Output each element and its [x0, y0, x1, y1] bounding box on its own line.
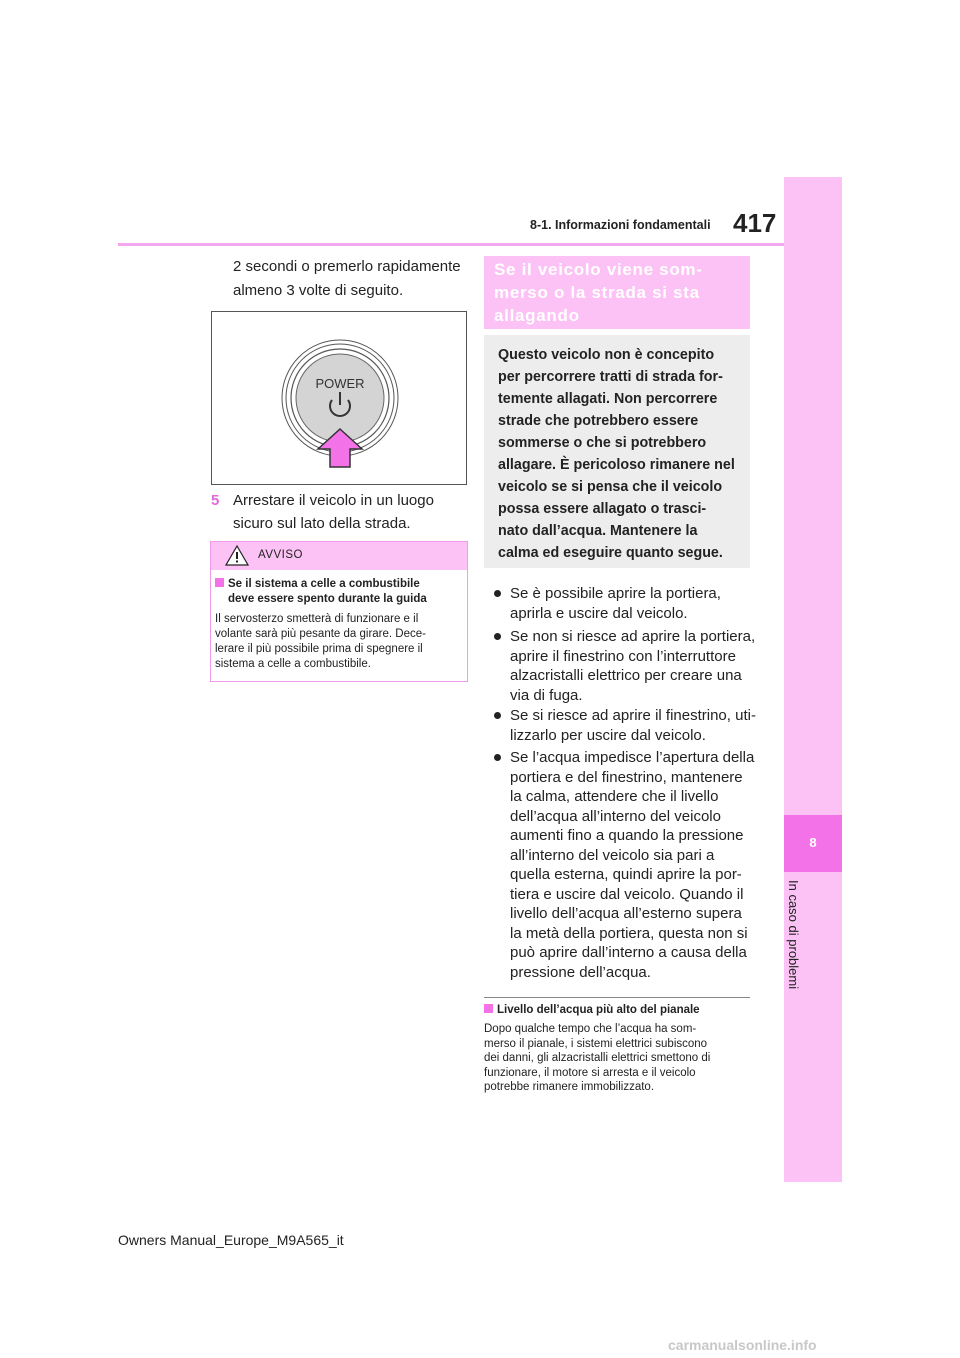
info-line: temente allagati. Non percorrere: [498, 391, 718, 407]
bullet-line: portiera e del finestrino, mantenere: [510, 768, 743, 786]
header-rule: [118, 243, 784, 246]
info-line: calma ed eseguire quanto segue.: [498, 545, 723, 561]
square-bullet-icon: [484, 1004, 493, 1013]
note-line: dei danni, gli alzacristalli elettrici smettono di: [484, 1052, 711, 1064]
power-button-figure: [211, 311, 467, 485]
section-heading-line: allagando: [494, 306, 580, 325]
bullet-line: aprirla e uscire dal veicolo.: [510, 604, 688, 622]
warning-body-line: lerare il più possibile prima di spegnere il: [215, 643, 423, 655]
note-body: [484, 1022, 754, 1095]
bullet-line: via di fuga.: [510, 686, 583, 704]
chapter-title: [786, 880, 806, 1060]
note-line: funzionare, il motore si arresta e il veicolo: [484, 1066, 696, 1079]
bullet-dot-icon: [494, 712, 501, 719]
warning-subtitle-line: Se il sistema a celle a combustibile: [228, 578, 420, 590]
warning-title: AVVISO: [258, 549, 303, 561]
watermark: carmanualsonline.info: [668, 1337, 817, 1353]
intro-line-2: almeno 3 volte di seguito.: [233, 282, 404, 299]
section-heading: [494, 258, 744, 327]
warning-header: [211, 542, 467, 570]
step-number: 5: [211, 492, 220, 509]
bullet-line: Se l’acqua impedisce l’apertura della: [510, 749, 755, 766]
bullet-line: all’interno del veicolo sia pari a: [510, 846, 715, 864]
note-title-text: Livello dell’acqua più alto del pianale: [497, 1004, 700, 1016]
bullet-line: la metà della portiera, questa non si: [510, 924, 748, 942]
info-line: nato dall’acqua. Mantenere la: [498, 523, 698, 539]
power-button-illustration: [212, 312, 466, 484]
warning-subtitle: [215, 577, 463, 607]
bullet-line: dell’acqua all’interno del veicolo: [510, 807, 721, 825]
bullet-line: Se è possibile aprire la portiera,: [510, 585, 721, 602]
info-line: veicolo se si pensa che il veicolo: [498, 479, 723, 495]
warning-body-line: volante sarà più pesante da girare. Dece-: [215, 628, 426, 640]
section-heading-line: Se il veicolo viene som-: [494, 260, 703, 279]
info-line: sommerse o che si potrebbero: [498, 435, 707, 451]
section-title: 8-1. Informazioni fondamentali: [530, 218, 711, 232]
warning-body-line: Il servosterzo smetterà di funzionare e il: [215, 613, 419, 625]
bullet-line: quella esterna, quindi aprire la por-: [510, 866, 742, 883]
warning-triangle-icon: [225, 545, 249, 571]
bullet-line: pressione dell’acqua.: [510, 963, 651, 981]
info-line: Questo veicolo non è concepito: [498, 347, 715, 363]
bullet-line: Se non si riesce ad aprire la portiera,: [510, 628, 756, 645]
bullet-line: alzacristalli elettrico per creare una: [510, 667, 742, 684]
bullet-line: livello dell’acqua all’esterno supera: [510, 905, 742, 922]
info-line: strade che potrebbero essere: [498, 413, 699, 429]
page-number: 417: [733, 208, 777, 238]
bullet-line: tiera e uscire dal veicolo. Quando il: [510, 885, 744, 903]
info-line: per percorrere tratti di strada for-: [498, 369, 723, 385]
info-text: [498, 344, 744, 564]
intro-line-1: 2 secondi o premerlo rapidamente: [233, 258, 461, 275]
bullet-dot-icon: [494, 754, 501, 761]
bullet-line: aumenti fino a quando la pressione: [510, 827, 744, 844]
info-line: allagare. È pericoloso rimanere nel: [498, 457, 735, 473]
warning-subtitle-line: deve essere spento durante la guida: [228, 593, 427, 605]
bullet-line: lizzarlo per uscire dal veicolo.: [510, 726, 706, 744]
chapter-title-text: In caso di problemi: [786, 880, 801, 990]
footer-manual-id: Owners Manual_Europe_M9A565_it: [118, 1232, 344, 1248]
bullet-dot-icon: [494, 590, 501, 597]
warning-body-line: sistema a celle a combustibile.: [215, 658, 371, 670]
bullet-line: può aprire dall’interno a causa della: [510, 944, 747, 961]
bullet-line: la calma, attendere che il livello: [510, 788, 719, 805]
bullet-dot-icon: [494, 633, 501, 640]
note-title: [484, 1003, 700, 1018]
square-bullet-icon: [215, 578, 224, 587]
note-line: Dopo qualche tempo che l’acqua ha som-: [484, 1023, 697, 1035]
step-line-1: Arrestare il veicolo in un luogo: [233, 492, 434, 509]
bullet-line: Se si riesce ad aprire il finestrino, uti-: [510, 707, 756, 724]
power-button-label: POWER: [315, 376, 365, 391]
chapter-number: 8: [809, 835, 817, 850]
warning-body: [215, 612, 463, 672]
section-heading-line: merso o la strada si sta: [494, 283, 700, 302]
bullet-line: aprire il finestrino con l’interruttore: [510, 647, 736, 665]
note-divider: [484, 997, 750, 998]
note-line: merso il pianale, i sistemi elettrici subiscono: [484, 1037, 708, 1050]
info-line: possa essere allagato o trasci-: [498, 501, 707, 517]
note-line: potrebbe rimanere immobilizzato.: [484, 1081, 655, 1093]
step-line-2: sicuro sul lato della strada.: [233, 515, 411, 532]
